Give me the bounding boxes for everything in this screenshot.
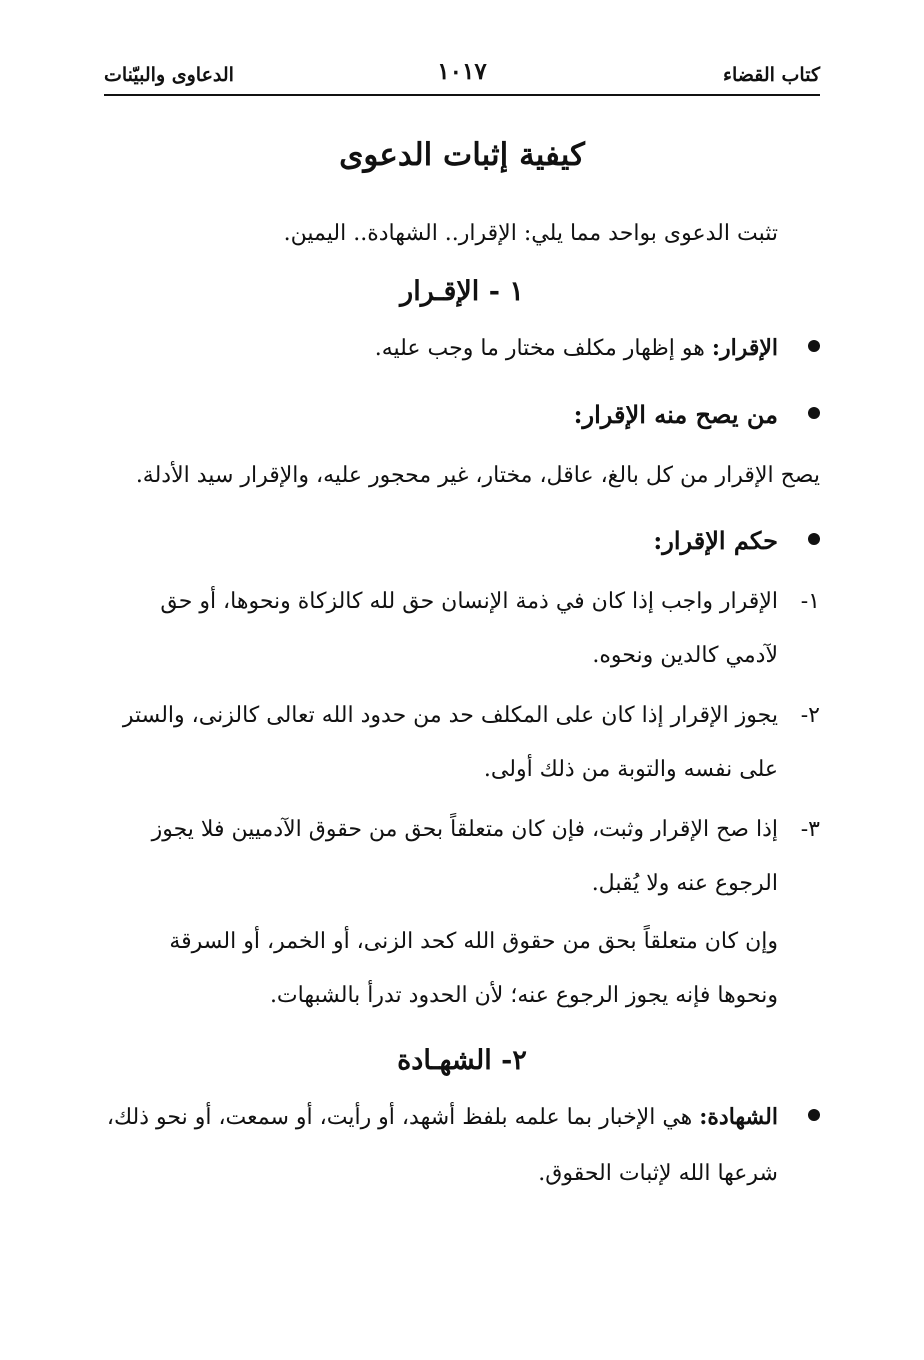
running-header xyxy=(104,58,820,96)
chapter-title: الدعاوى والبيّنات xyxy=(104,64,234,86)
section-heading-shahada: ٢- الشهـادة xyxy=(397,1045,527,1076)
section-heading-iqrar: ١ - الإقـرار xyxy=(400,276,524,307)
item-text: يجوز الإقرار إذا كان على المكلف حد من حدود الله تعالى كالزنى، والستر على نفسه والتوبة من ذلك أولى. xyxy=(122,703,778,782)
page-number: ١٠١٧ xyxy=(437,58,487,85)
bullet-ruling-heading xyxy=(104,513,820,569)
ruling-heading: حكم الإقرار: xyxy=(653,526,778,555)
bullet-who-heading xyxy=(104,387,820,443)
definition-text: هو إظهار مكلف مختار ما وجب عليه. xyxy=(374,336,712,361)
definition-term: الإقرار: xyxy=(711,335,778,361)
definition-text: هي الإخبار بما علمه بلفظ أشهد، أو رأيت، أو سمعت، أو نحو ذلك، شرعها الله لإثبات الحقوق. xyxy=(106,1105,778,1186)
who-heading: من يصح منه الإقرار: xyxy=(573,400,778,429)
ruling-continuation: وإن كان متعلقاً بحق من حقوق الله كحد الزنى، أو الخمر، أو السرقة ونحوها فإنه يجوز الرجوع عنه؛ لأن الحدود تدرأ بالشبهات. xyxy=(169,929,778,1008)
ruling-item-1 xyxy=(104,575,820,683)
definition-term: الشهادة: xyxy=(699,1104,778,1130)
intro-paragraph: تثبت الدعوى بواحد مما يلي: الإقرار.. الشهادة.. اليمين. xyxy=(283,221,778,246)
bullet-dot xyxy=(808,340,820,352)
book-title: كتاب القضاء xyxy=(723,64,820,86)
bullet-definition-shahada xyxy=(104,1089,820,1202)
bullet-dot xyxy=(808,1109,820,1121)
who-paragraph: يصح الإقرار من كل بالغ، عاقل، مختار، غير محجور عليه، والإقرار سيد الأدلة. xyxy=(135,463,820,488)
page-title: كيفية إثبات الدعوى xyxy=(339,137,585,173)
bullet-dot xyxy=(808,533,820,545)
item-number: ١- xyxy=(800,589,820,614)
ruling-item-3 xyxy=(104,803,820,911)
ruling-item-2 xyxy=(104,689,820,797)
bullet-definition-iqrar xyxy=(104,320,820,377)
bullet-dot xyxy=(808,407,820,419)
item-text: إذا صح الإقرار وثبت، فإن كان متعلقاً بحق من حقوق الآدميين فلا يجوز الرجوع عنه ولا يُقبل. xyxy=(151,817,778,896)
page-content xyxy=(104,126,820,1202)
item-number: ٣- xyxy=(800,817,820,842)
item-number: ٢- xyxy=(800,703,820,728)
item-text: الإقرار واجب إذا كان في ذمة الإنسان حق لله كالزكاة ونحوها، أو حق لآدمي كالدين ونحوه. xyxy=(160,589,778,668)
